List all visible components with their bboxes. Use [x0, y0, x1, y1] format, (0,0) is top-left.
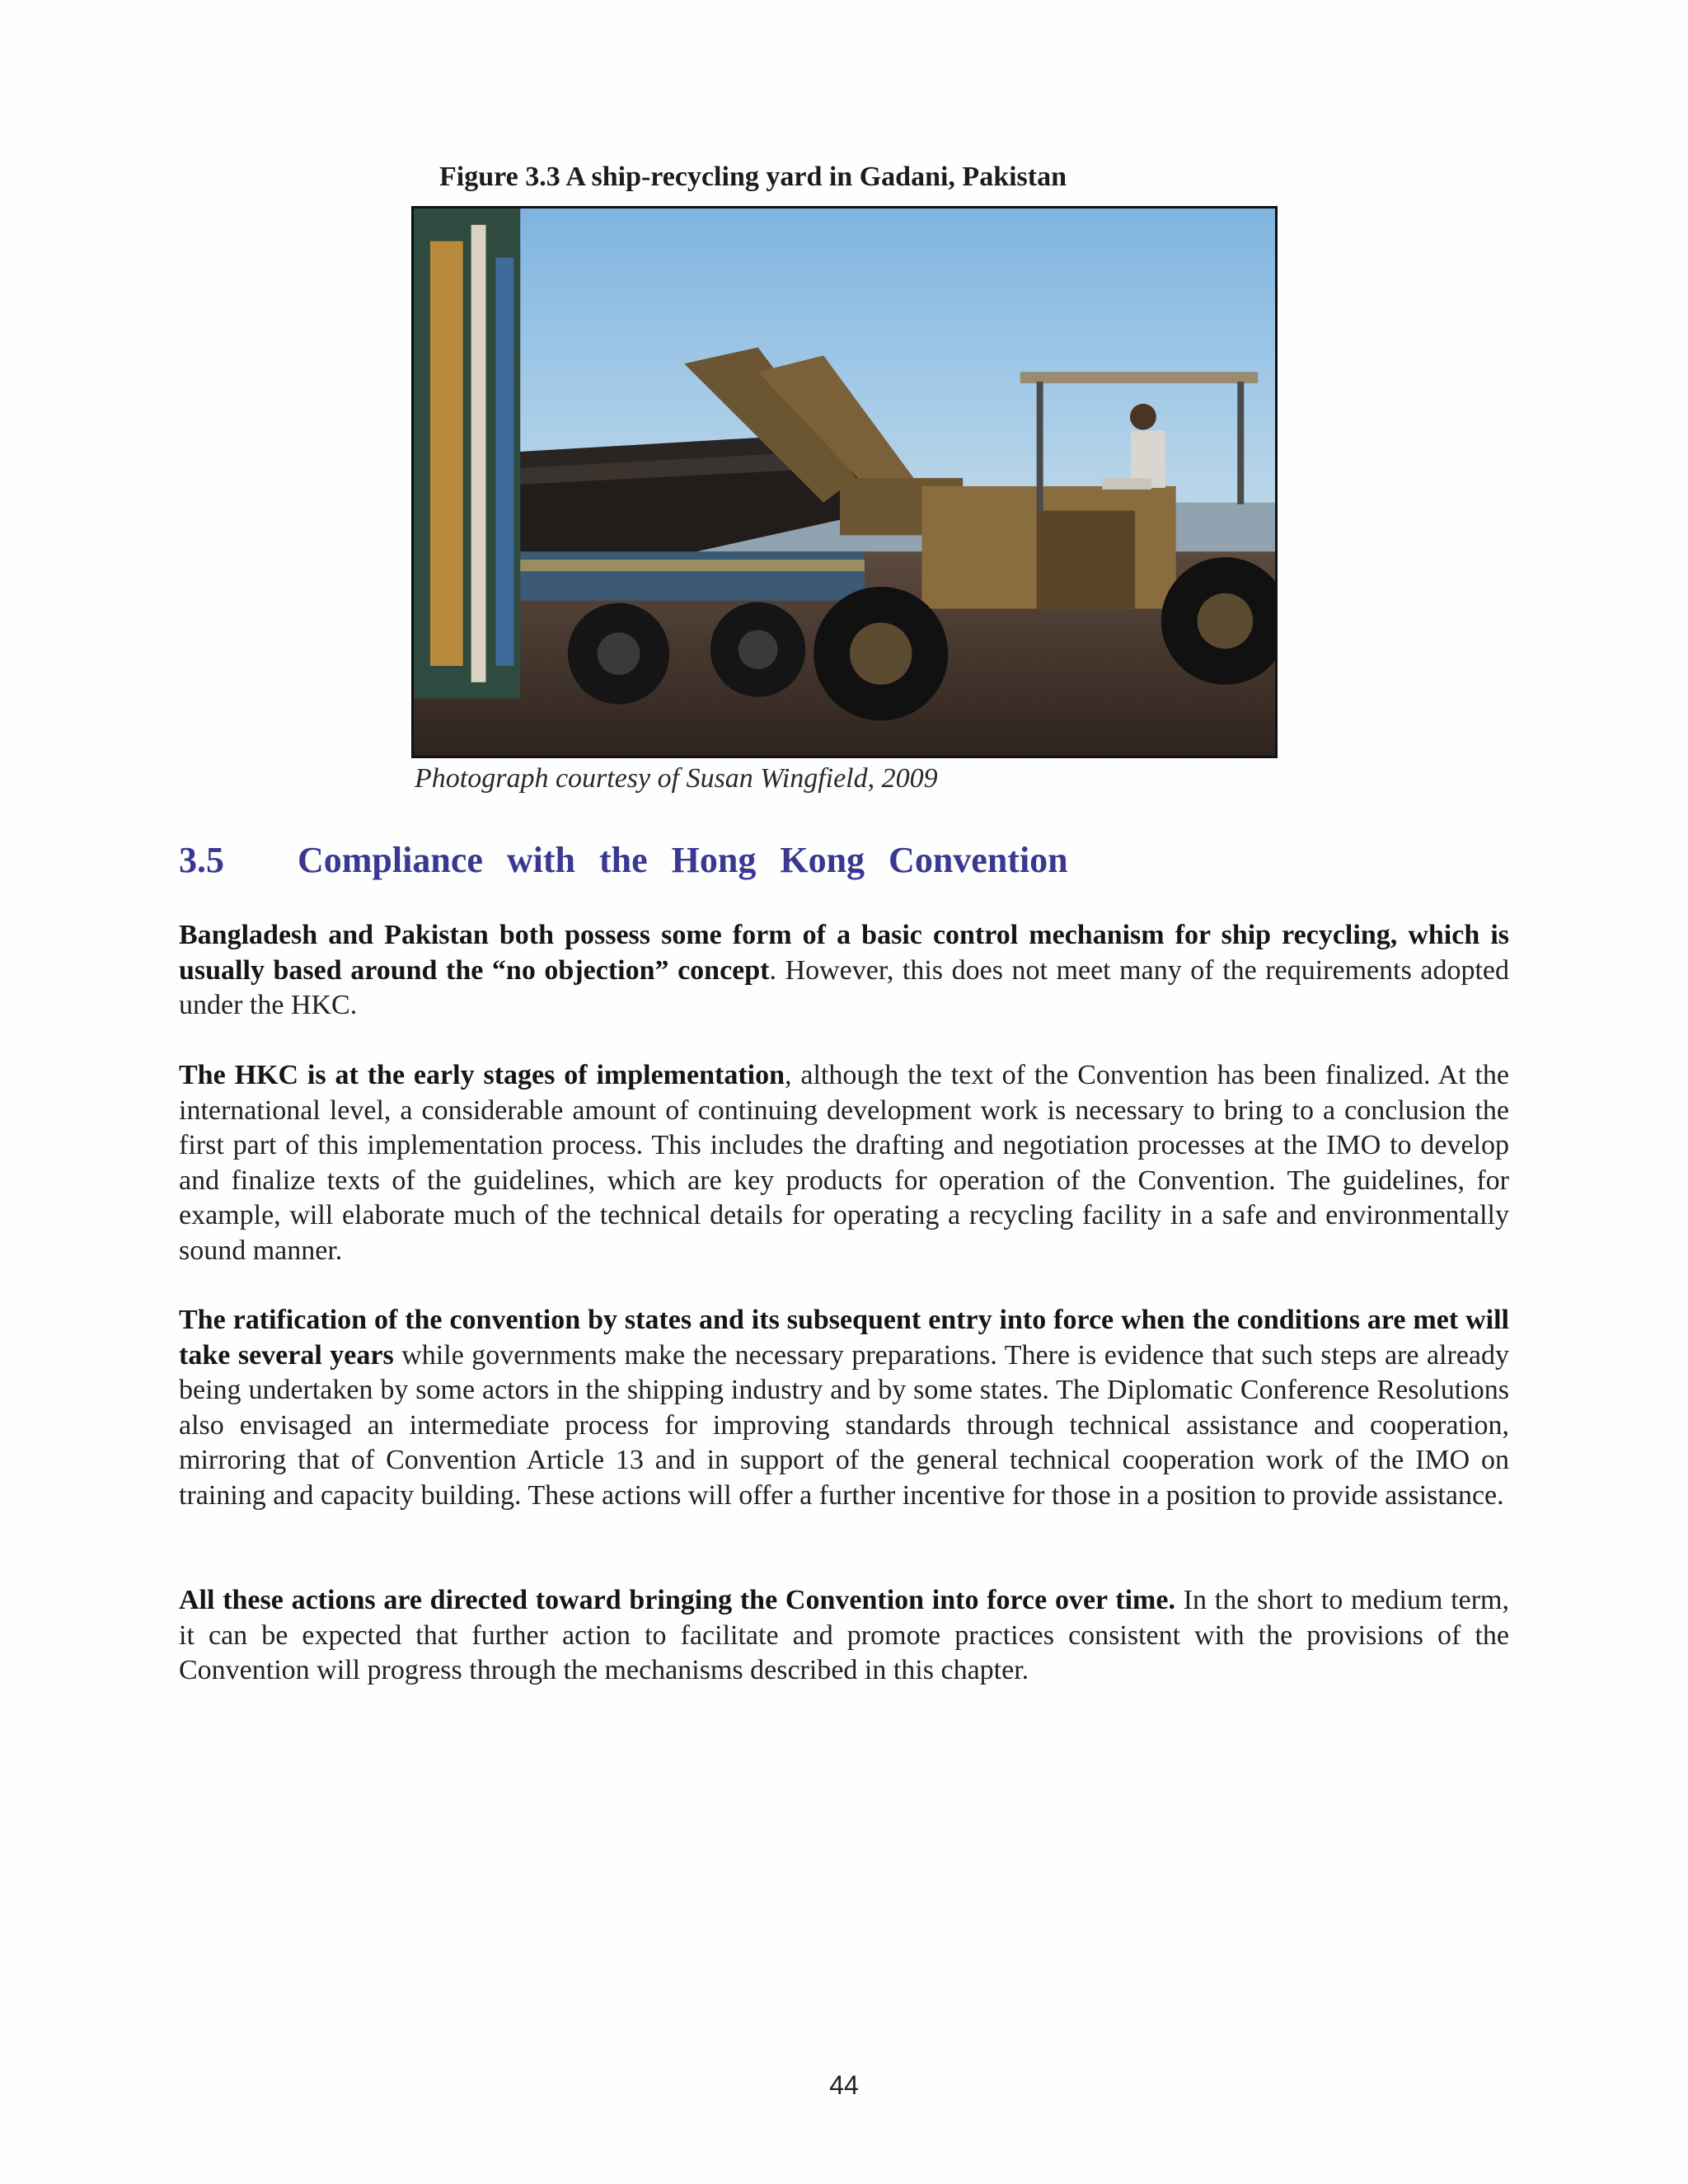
paragraph-text: , although the text of the Convention has been finalized. At the international level, a considerable amount of continuing development work is necessary to bring to a conclusion the first part of this implementation process. This includes the drafting and negotiation processes at the IMO to develop and finalize texts of the guidelines, which are key products for operation of the Convention. The guidelines, for example, will elaborate much of the technical details for operating a recycling facility in a safe and environmentally sound manner.	[179, 1060, 1510, 1266]
paragraph-text: while governments make the necessary preparations. There is evidence that such steps are already being undertaken by some actors in the shipping industry and by some states. The Diplomatic Conference Resolutions also envisaged an intermediate process for improving standards through technical assistance and cooperation, mirroring that of Convention Article 13 and in support of the general technical cooperation work of the IMO on training and capacity building. These actions will offer a further incentive for those in a position to provide assistance.	[179, 1339, 1510, 1511]
page-number: 44	[829, 2070, 859, 2100]
section-number: 3.5	[179, 840, 224, 880]
ship-recycling-yard-photo	[411, 206, 1278, 758]
paragraph-emphasis: The HKC is at the early stages of implementation	[179, 1060, 785, 1090]
paragraph-emphasis: Bangladesh and Pakistan both possess some form of a basic control mechanism for ship recycling, which is usually based around the “no objection” concept	[179, 920, 1509, 986]
photo-illustration	[414, 209, 1275, 756]
paragraph-emphasis: All these actions are directed toward bringing the Convention into force over time.	[179, 1585, 1175, 1615]
paragraph	[179, 1583, 1509, 1689]
paragraph-text: In the short to medium term, it can be expected that further action to facilitate and promote practices consistent with the provisions of the Convention will progress through the mechanisms described in this chapter.	[179, 1585, 1509, 1685]
paragraph-text: . However, this does not meet many of the requirements adopted under the HKC.	[179, 954, 1509, 1020]
section-title: Compliance with the Hong Kong Convention	[298, 840, 1068, 880]
paragraph	[179, 1058, 1509, 1268]
paragraph	[179, 918, 1509, 1024]
section-heading	[179, 839, 1068, 881]
paragraph	[179, 1303, 1509, 1513]
photo-credit: Photograph courtesy of Susan Wingfield, 2009	[415, 763, 938, 794]
paragraph-emphasis: The ratification of the convention by states and its subsequent entry into force when the conditions are met will take several years	[179, 1305, 1509, 1371]
figure-caption: Figure 3.3 A ship-recycling yard in Gadani, Pakistan	[439, 162, 1067, 192]
